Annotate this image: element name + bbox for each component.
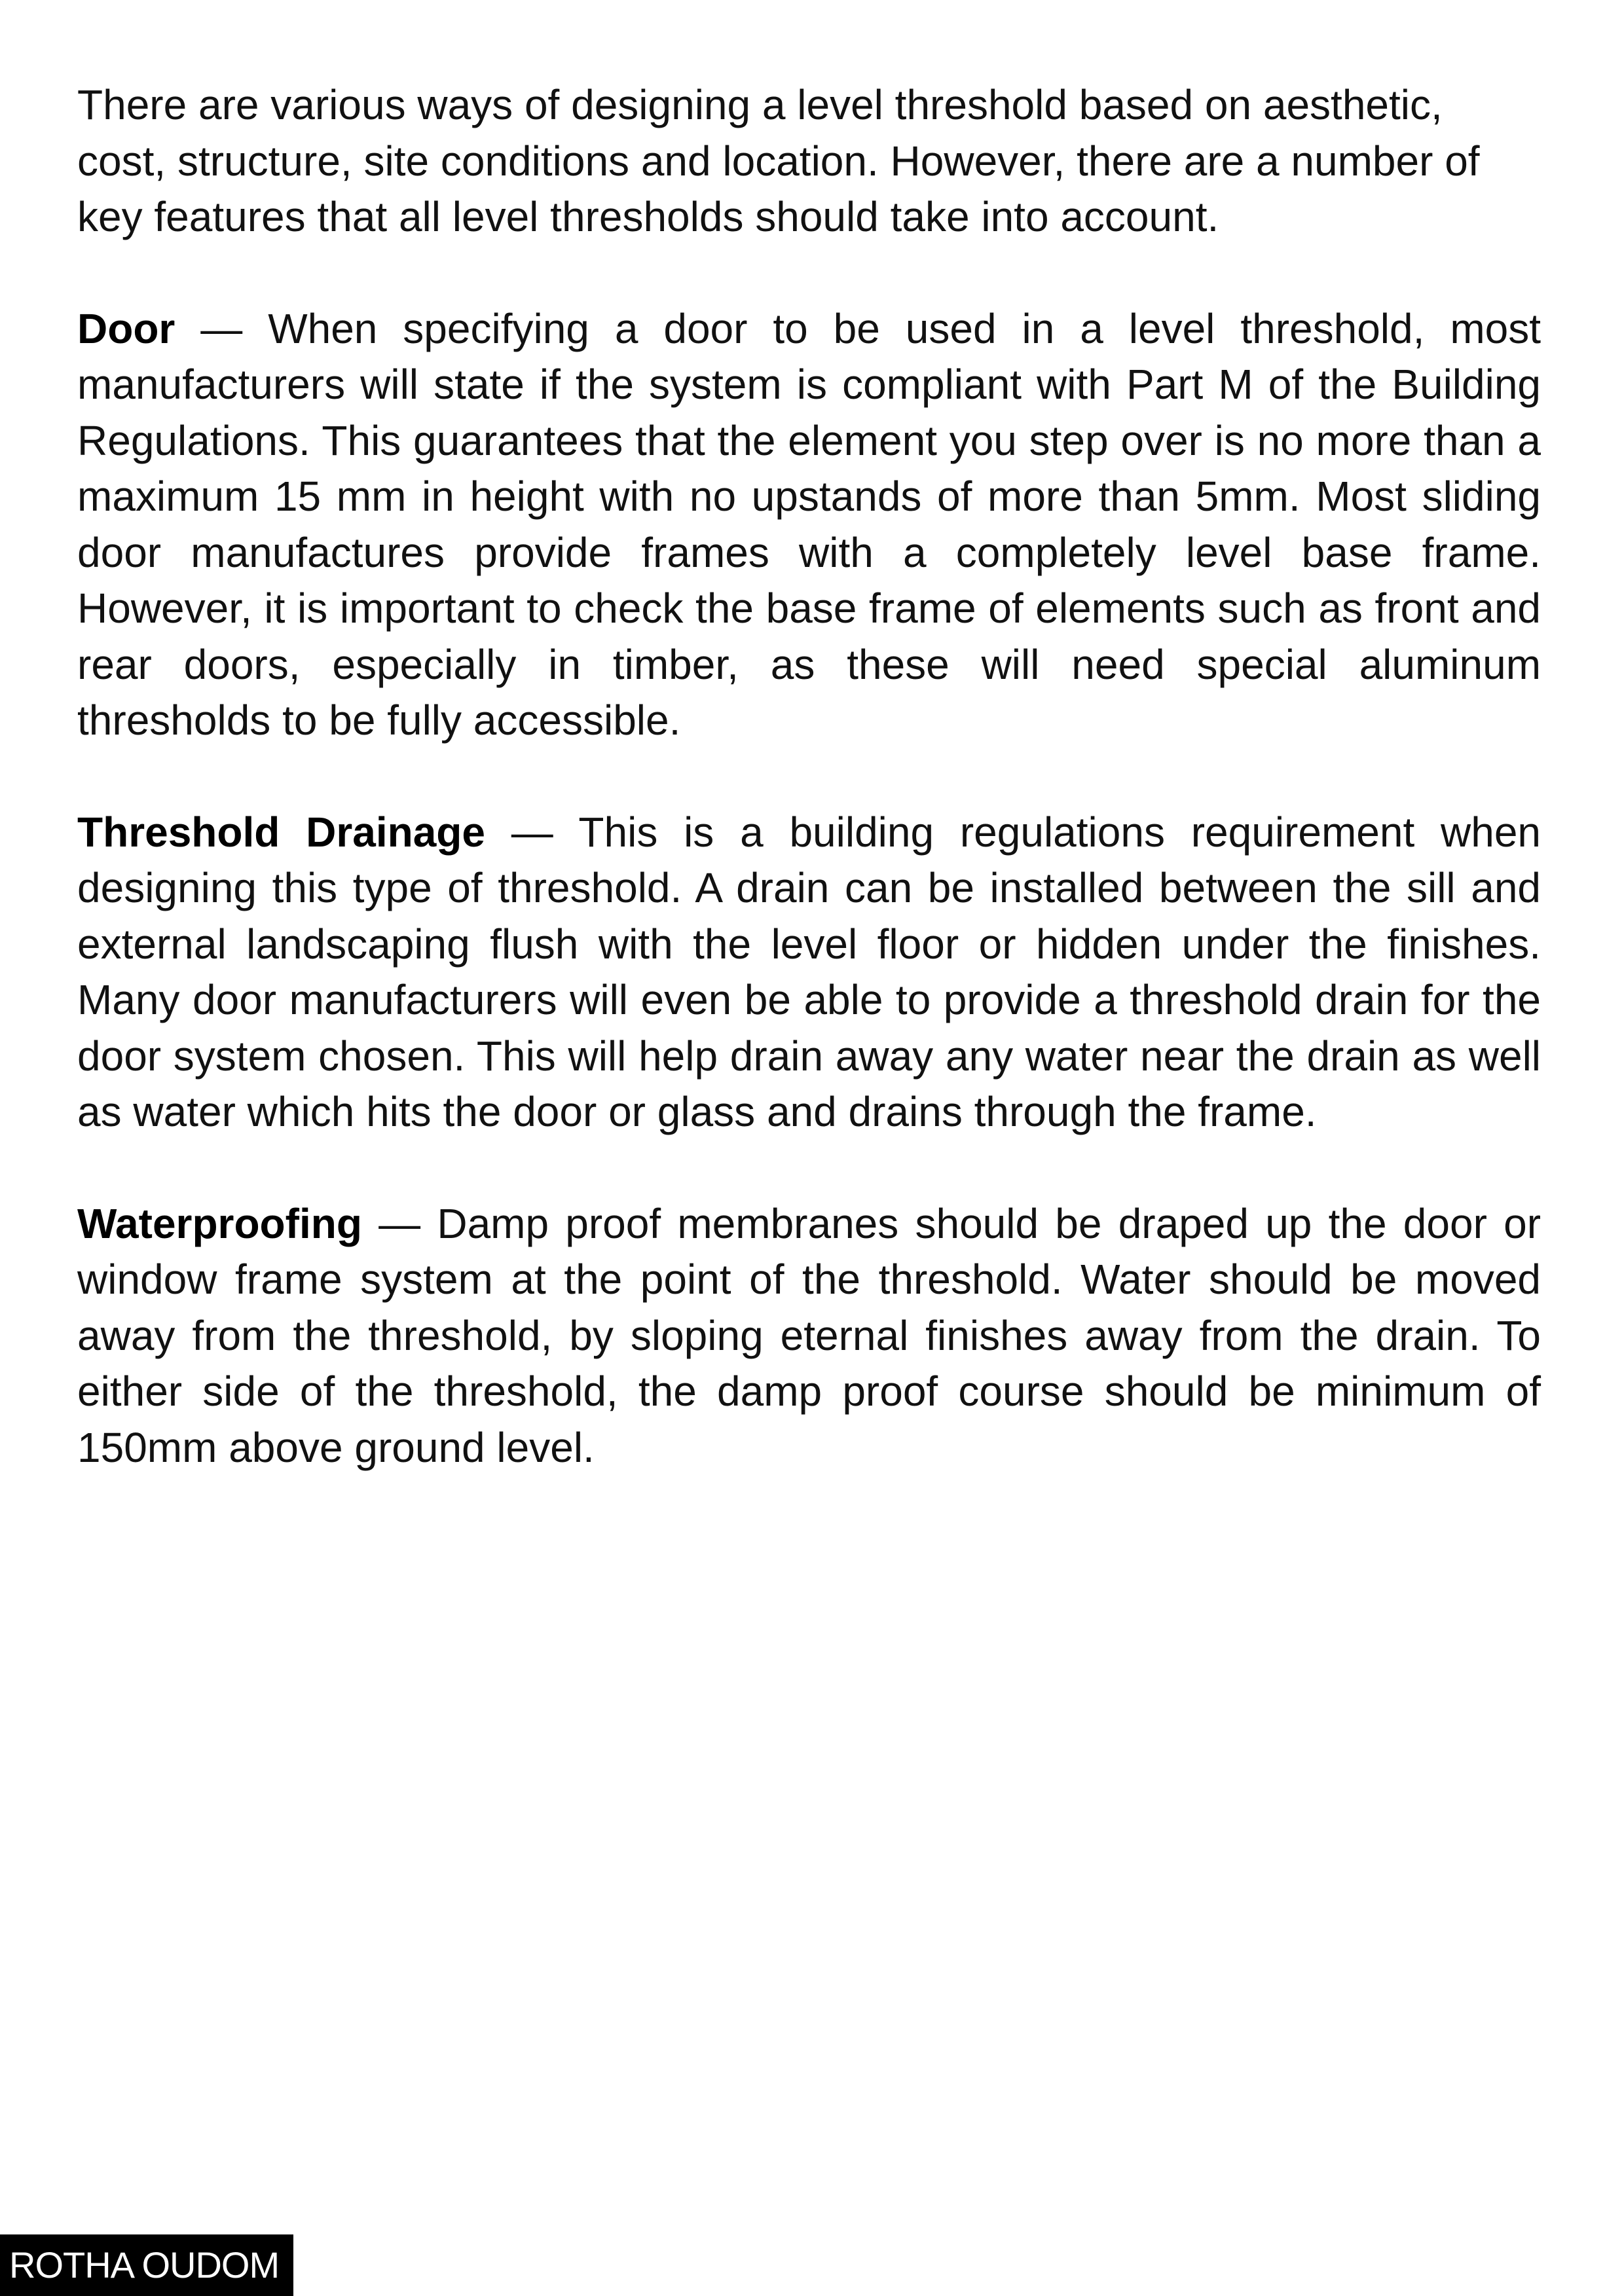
section-heading-threshold-drainage: Threshold Drainage: [77, 808, 485, 856]
section-body-door: When specifying a door to be used in a level threshold, most manufacturers will state if the system is compliant with Part M of the Building Regulations. This guarantees that the element you step over is no more than a maximum 15 mm in height with no upstands of more than 5mm. Most sliding door manufactures provide frames with a completely level base frame. However, it is important to check the base frame of elements such as front and rear doors, especially in timber, as these will need special aluminum thresholds to be fully accessible.: [77, 304, 1541, 744]
section-heading-waterproofing: Waterproofing: [77, 1199, 362, 1247]
intro-paragraph: There are various ways of designing a level threshold based on aesthetic, cost, structure, site conditions and location. However, there are a number of key features that all level thresholds should take into account.: [77, 81, 1480, 240]
section-threshold-drainage: [77, 805, 1541, 1140]
section-body-threshold-drainage: This is a building regulations requirement when designing this type of threshold. A drain can be installed between the sill and external landscaping flush with the level floor or hidden under the finishes. Many door manufacturers will even be able to provide a threshold drain for the door system chosen. This will help drain away any water near the drain as well as water which hits the door or glass and drains through the frame.: [77, 808, 1541, 1135]
section-body-waterproofing: Damp proof membranes should be draped up the door or window frame system at the point of the threshold. Water should be moved away from the threshold, by sloping eternal finishes away from the drain. To either side of the threshold, the damp proof course should be minimum of 150mm above ground level.: [77, 1199, 1541, 1471]
section-heading-door: Door: [77, 304, 175, 352]
section-waterproofing: [77, 1196, 1541, 1476]
section-separator: —: [485, 808, 579, 856]
section-separator: —: [175, 304, 268, 352]
section-door: [77, 301, 1541, 749]
author-badge: ROTHA OUDOM: [0, 2234, 293, 2296]
section-separator: —: [361, 1199, 437, 1247]
document-body: [77, 77, 1541, 1531]
